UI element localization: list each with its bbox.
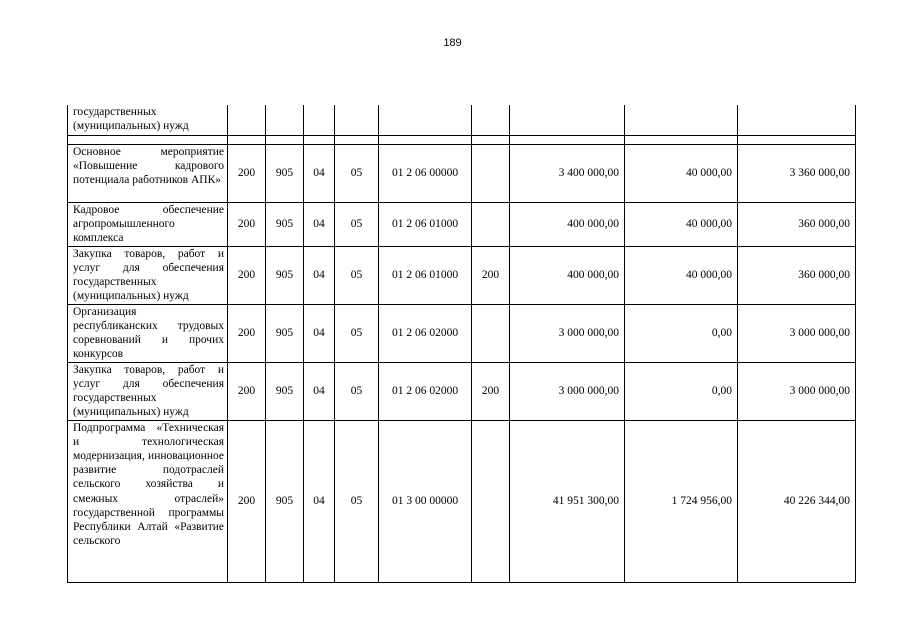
- table-row: [68, 246, 856, 304]
- cell-change: 40 000,00: [625, 246, 738, 304]
- cell-subsection: 05: [335, 362, 379, 420]
- table-row-gap: [68, 135, 856, 144]
- table-row: [68, 105, 856, 135]
- cell-change: 1 724 956,00: [625, 420, 738, 582]
- cell-target-article: [379, 105, 472, 135]
- cell-ministry-code: 905: [266, 304, 304, 362]
- cell-subsection: 05: [335, 202, 379, 246]
- cell-ministry-code: 905: [266, 202, 304, 246]
- table-row: [68, 420, 856, 582]
- cell-total: 360 000,00: [738, 246, 856, 304]
- cell-subsection: 05: [335, 144, 379, 202]
- cell-admin-code: 200: [228, 304, 266, 362]
- cell-expense-type: [472, 420, 510, 582]
- gap-cell: [335, 135, 379, 144]
- cell-amount: 3 000 000,00: [510, 362, 625, 420]
- cell-subsection: 05: [335, 304, 379, 362]
- cell-amount: 400 000,00: [510, 202, 625, 246]
- cell-total: 360 000,00: [738, 202, 856, 246]
- table-row: [68, 144, 856, 202]
- cell-expense-type: [472, 105, 510, 135]
- cell-target-article: 01 2 06 01000: [379, 246, 472, 304]
- cell-target-article: 01 2 06 02000: [379, 304, 472, 362]
- cell-section: 04: [304, 246, 335, 304]
- cell-description: Организация республиканских трудовых соревнований и прочих конкурсов: [68, 304, 228, 362]
- cell-description: Закупка товаров, работ и услуг для обеспечения государственных (муниципальных) нужд: [68, 246, 228, 304]
- cell-admin-code: 200: [228, 246, 266, 304]
- cell-subsection: 05: [335, 420, 379, 582]
- gap-cell: [68, 135, 228, 144]
- cell-description: государственных (муниципальных) нужд: [68, 105, 228, 135]
- cell-section: 04: [304, 420, 335, 582]
- cell-amount: 3 400 000,00: [510, 144, 625, 202]
- gap-cell: [510, 135, 625, 144]
- budget-table: [67, 105, 856, 583]
- cell-change: 0,00: [625, 304, 738, 362]
- cell-ministry-code: 905: [266, 362, 304, 420]
- cell-description: Основное мероприятие «Повышение кадрового потенциала работников АПК»: [68, 144, 228, 202]
- gap-cell: [228, 135, 266, 144]
- cell-admin-code: 200: [228, 202, 266, 246]
- cell-amount: 400 000,00: [510, 246, 625, 304]
- cell-section: 04: [304, 144, 335, 202]
- cell-total: 3 000 000,00: [738, 304, 856, 362]
- cell-total: 3 000 000,00: [738, 362, 856, 420]
- cell-expense-type: 200: [472, 362, 510, 420]
- cell-ministry-code: 905: [266, 246, 304, 304]
- cell-amount: 3 000 000,00: [510, 304, 625, 362]
- cell-expense-type: [472, 144, 510, 202]
- cell-expense-type: [472, 304, 510, 362]
- cell-section: 04: [304, 202, 335, 246]
- page-number: 189: [443, 37, 462, 49]
- cell-amount: [510, 105, 625, 135]
- cell-ministry-code: 905: [266, 420, 304, 582]
- cell-change: 40 000,00: [625, 144, 738, 202]
- cell-admin-code: 200: [228, 144, 266, 202]
- table-row: [68, 202, 856, 246]
- cell-description: Кадровое обеспечение агропромышленного комплекса: [68, 202, 228, 246]
- cell-section: 04: [304, 304, 335, 362]
- cell-total: 3 360 000,00: [738, 144, 856, 202]
- table-body: [68, 105, 856, 582]
- cell-amount: 41 951 300,00: [510, 420, 625, 582]
- cell-change: [625, 105, 738, 135]
- cell-description: Подпрограмма «Техническая и технологическая модернизация, инновационное развитие подотраслей сельского хозяйства и смежных отраслей» государственной программы Республики Алтай «Развитие сельского: [68, 420, 228, 582]
- cell-change: 0,00: [625, 362, 738, 420]
- cell-target-article: 01 2 06 02000: [379, 362, 472, 420]
- cell-change: 40 000,00: [625, 202, 738, 246]
- cell-target-article: 01 2 06 00000: [379, 144, 472, 202]
- gap-cell: [266, 135, 304, 144]
- cell-admin-code: 200: [228, 420, 266, 582]
- cell-ministry-code: [266, 105, 304, 135]
- cell-target-article: 01 3 00 00000: [379, 420, 472, 582]
- cell-expense-type: 200: [472, 246, 510, 304]
- cell-ministry-code: 905: [266, 144, 304, 202]
- cell-section: 04: [304, 362, 335, 420]
- table-row: [68, 362, 856, 420]
- cell-expense-type: [472, 202, 510, 246]
- gap-cell: [472, 135, 510, 144]
- cell-target-article: 01 2 06 01000: [379, 202, 472, 246]
- cell-section: [304, 105, 335, 135]
- gap-cell: [738, 135, 856, 144]
- table-row: [68, 304, 856, 362]
- cell-admin-code: [228, 105, 266, 135]
- cell-description: Закупка товаров, работ и услуг для обеспечения государственных (муниципальных) нужд: [68, 362, 228, 420]
- gap-cell: [304, 135, 335, 144]
- gap-cell: [625, 135, 738, 144]
- cell-subsection: [335, 105, 379, 135]
- cell-total: [738, 105, 856, 135]
- gap-cell: [379, 135, 472, 144]
- cell-total: 40 226 344,00: [738, 420, 856, 582]
- cell-subsection: 05: [335, 246, 379, 304]
- cell-admin-code: 200: [228, 362, 266, 420]
